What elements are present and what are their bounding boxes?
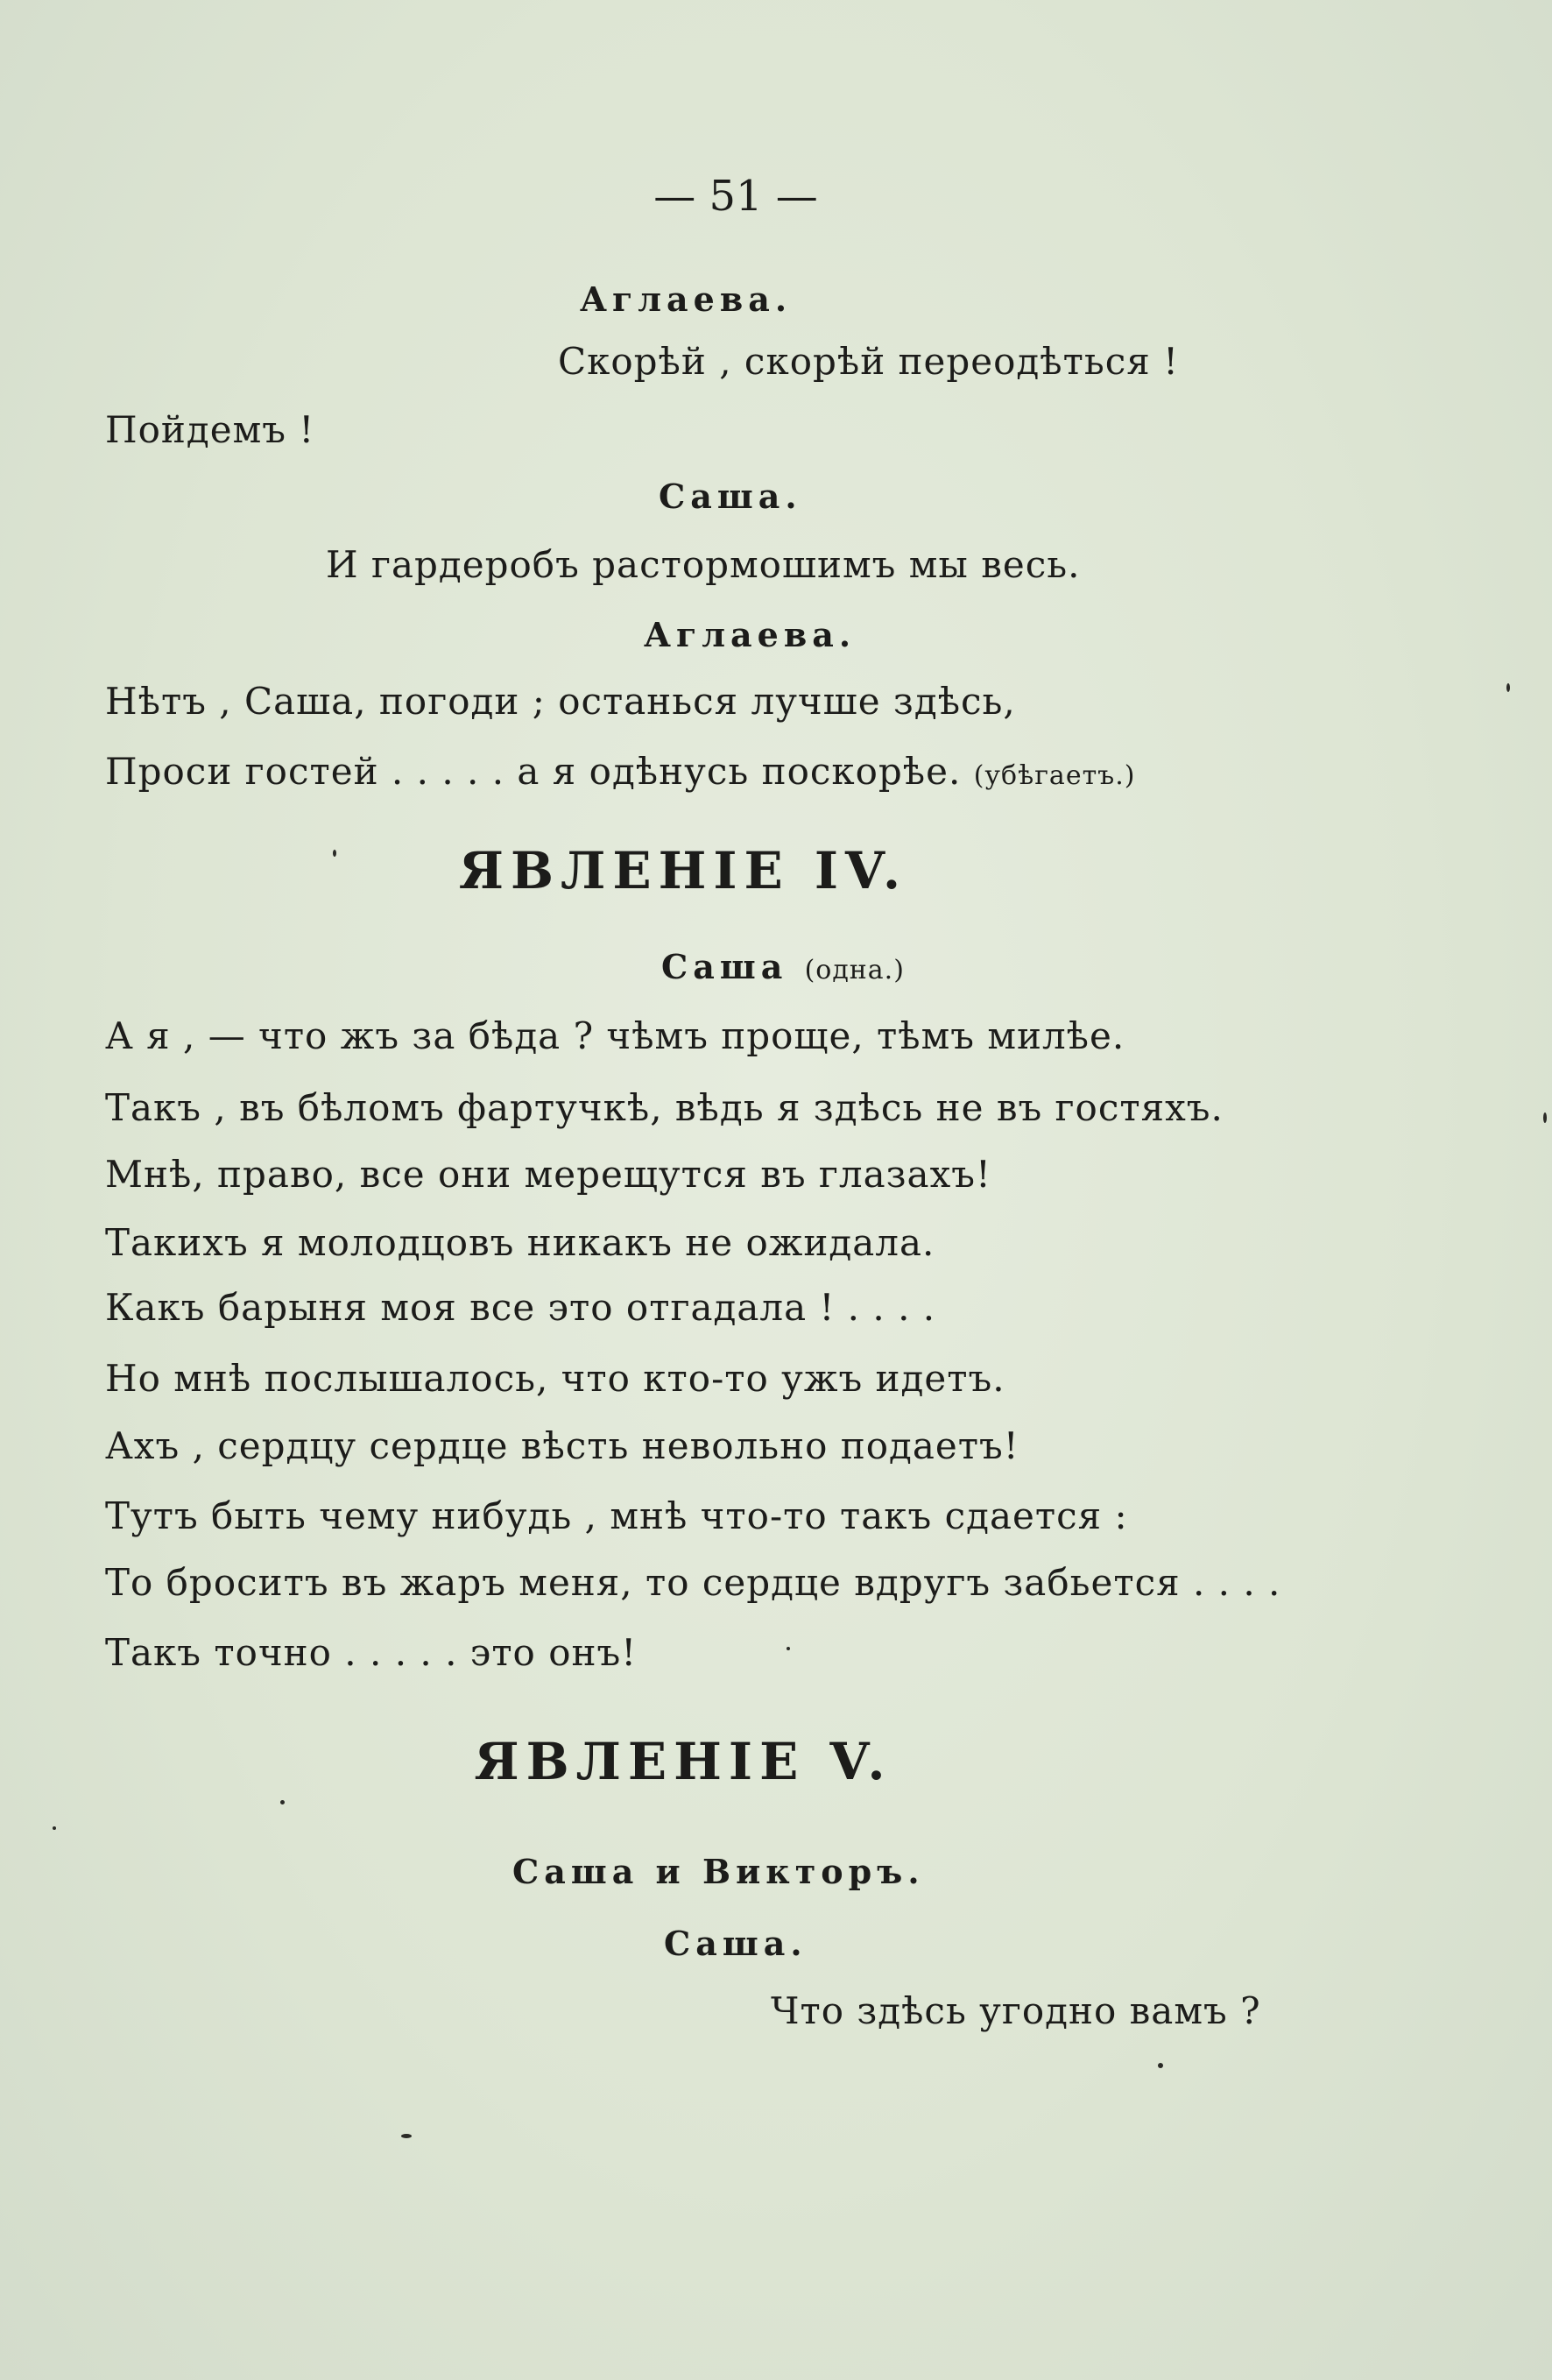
verse-line: Пойдемъ ! xyxy=(105,408,315,451)
verse-line: Такихъ я молодцовъ никакъ не ожидала. xyxy=(105,1221,935,1264)
verse-line: Ахъ , сердцу сердце вѣсть невольно подаетъ! xyxy=(105,1424,1019,1467)
ink-speck xyxy=(53,1826,56,1830)
verse-line: Нѣтъ , Саша, погоди ; останься лучше здѣсь, xyxy=(105,680,1016,723)
ink-speck xyxy=(401,2134,412,2138)
verse-line: Какъ барыня моя все это отгадала ! . . . . xyxy=(105,1286,936,1329)
stage-direction: (убѣгаетъ.) xyxy=(973,760,1136,791)
ink-speck xyxy=(1543,1112,1547,1123)
ink-speck xyxy=(333,850,336,857)
ink-speck xyxy=(280,1800,285,1804)
ink-speck xyxy=(787,1647,790,1650)
verse-line: Такъ точно . . . . . это онъ! xyxy=(105,1631,638,1674)
speaker-aglaeva: Аглаева. xyxy=(644,615,857,654)
speaker-line: Саша и Викторъ. xyxy=(512,1852,925,1891)
verse-line: Скорѣй , скорѣй переодѣться ! xyxy=(558,340,1179,383)
speaker-sasha: Саша. xyxy=(659,477,802,516)
verse-line: Такъ , въ бѣломъ фартучкѣ, вѣдь я здѣсь не въ гостяхъ. xyxy=(105,1086,1224,1129)
verse-line xyxy=(105,750,1136,793)
verse-line: Но мнѣ послышалось, что кто-то ужъ идетъ. xyxy=(105,1357,1005,1400)
ink-speck xyxy=(1158,2063,1163,2068)
speaker-sasha: Саша. xyxy=(664,1924,808,1963)
scene-heading: ЯВЛЕНІЕ V. xyxy=(474,1732,892,1791)
verse-line: А я , — что жъ за бѣда ? чѣмъ проще, тѣмъ милѣе. xyxy=(105,1014,1125,1057)
speaker-sasha xyxy=(661,947,905,986)
scene-heading: ЯВЛЕНІЕ IV. xyxy=(458,841,908,900)
verse-line: Мнѣ, право, все они мерещутся въ глазахъ! xyxy=(105,1153,991,1196)
stage-direction: (одна.) xyxy=(804,955,905,985)
verse-line: Что здѣсь угодно вамъ ? xyxy=(771,1989,1261,2032)
verse-text: Проси гостей . . . . . а я одѣнусь поскорѣе. xyxy=(105,750,962,793)
verse-line: Тутъ быть чему нибудь , мнѣ что-то такъ сдается : xyxy=(105,1494,1128,1537)
page-number: — 51 — xyxy=(653,172,818,221)
ink-speck xyxy=(1506,683,1510,692)
speaker-aglaeva: Аглаева. xyxy=(580,279,793,319)
verse-line: То броситъ въ жаръ меня, то сердце вдругъ забьется . . . . xyxy=(105,1561,1281,1604)
speaker-name: Саша xyxy=(661,947,788,986)
verse-line: И гардеробъ растормошимъ мы весь. xyxy=(326,543,1081,586)
